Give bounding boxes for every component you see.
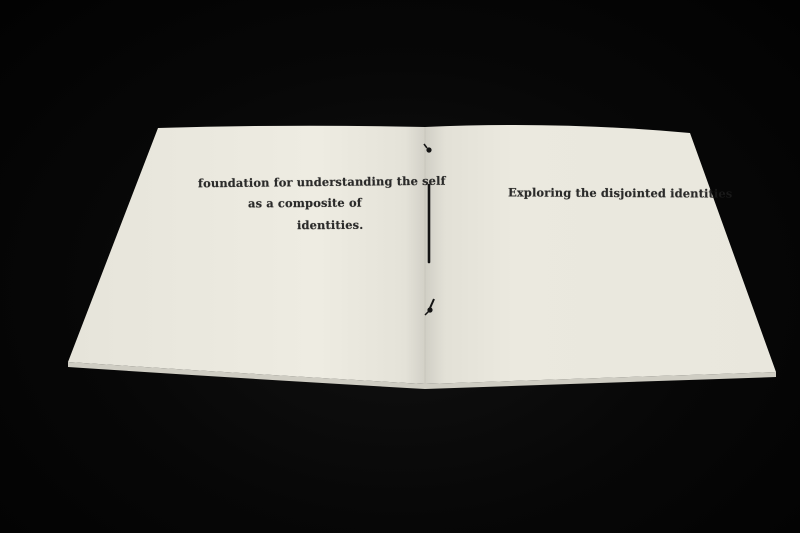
right-page-line-1: Exploring the disjointed identities — [507, 185, 733, 201]
left-page-line-1: foundation for understanding the self — [197, 173, 446, 191]
right-page — [425, 125, 776, 384]
left-page-line-2: as a composite of — [247, 195, 362, 211]
top-stitch-hole — [426, 147, 431, 152]
left-page — [68, 126, 425, 384]
left-page-line-3: identities. — [296, 217, 364, 233]
